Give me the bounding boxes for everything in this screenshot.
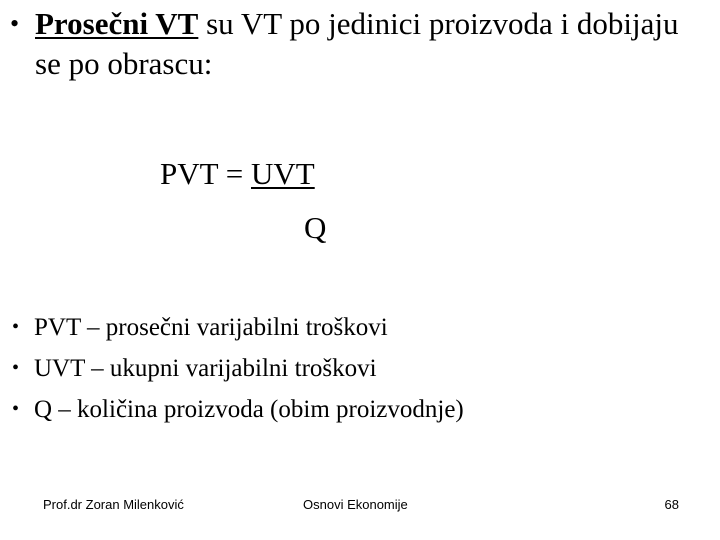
formula-lhs: PVT = xyxy=(160,156,251,191)
footer-author: Prof.dr Zoran Milenković xyxy=(43,497,184,512)
bullet-icon: • xyxy=(10,9,20,38)
term-definition: su VT po jedinici proizvoda i dobijaju se po obrascu: xyxy=(35,6,679,81)
definition-list xyxy=(12,307,692,430)
formula-numerator: UVT xyxy=(251,156,315,191)
page-number: 68 xyxy=(664,497,679,512)
footer-course: Osnovi Ekonomije xyxy=(303,497,408,512)
bullet-icon: • xyxy=(12,398,20,420)
defined-term: Prosečni VT xyxy=(35,6,199,41)
bullet-icon: • xyxy=(12,357,20,379)
list-item xyxy=(12,389,692,430)
bullet-icon: • xyxy=(12,316,20,338)
formula xyxy=(160,154,315,194)
main-bullet-text xyxy=(35,4,700,84)
formula-denominator: Q xyxy=(304,210,327,245)
main-bullet-paragraph xyxy=(10,4,700,84)
list-item xyxy=(12,307,692,348)
definition-text: UVT – ukupni varijabilni troškovi xyxy=(34,355,377,382)
definition-text: Q – količina proizvoda (obim proizvodnje) xyxy=(34,396,464,423)
definition-text: PVT – prosečni varijabilni troškovi xyxy=(34,314,388,341)
list-item xyxy=(12,348,692,389)
